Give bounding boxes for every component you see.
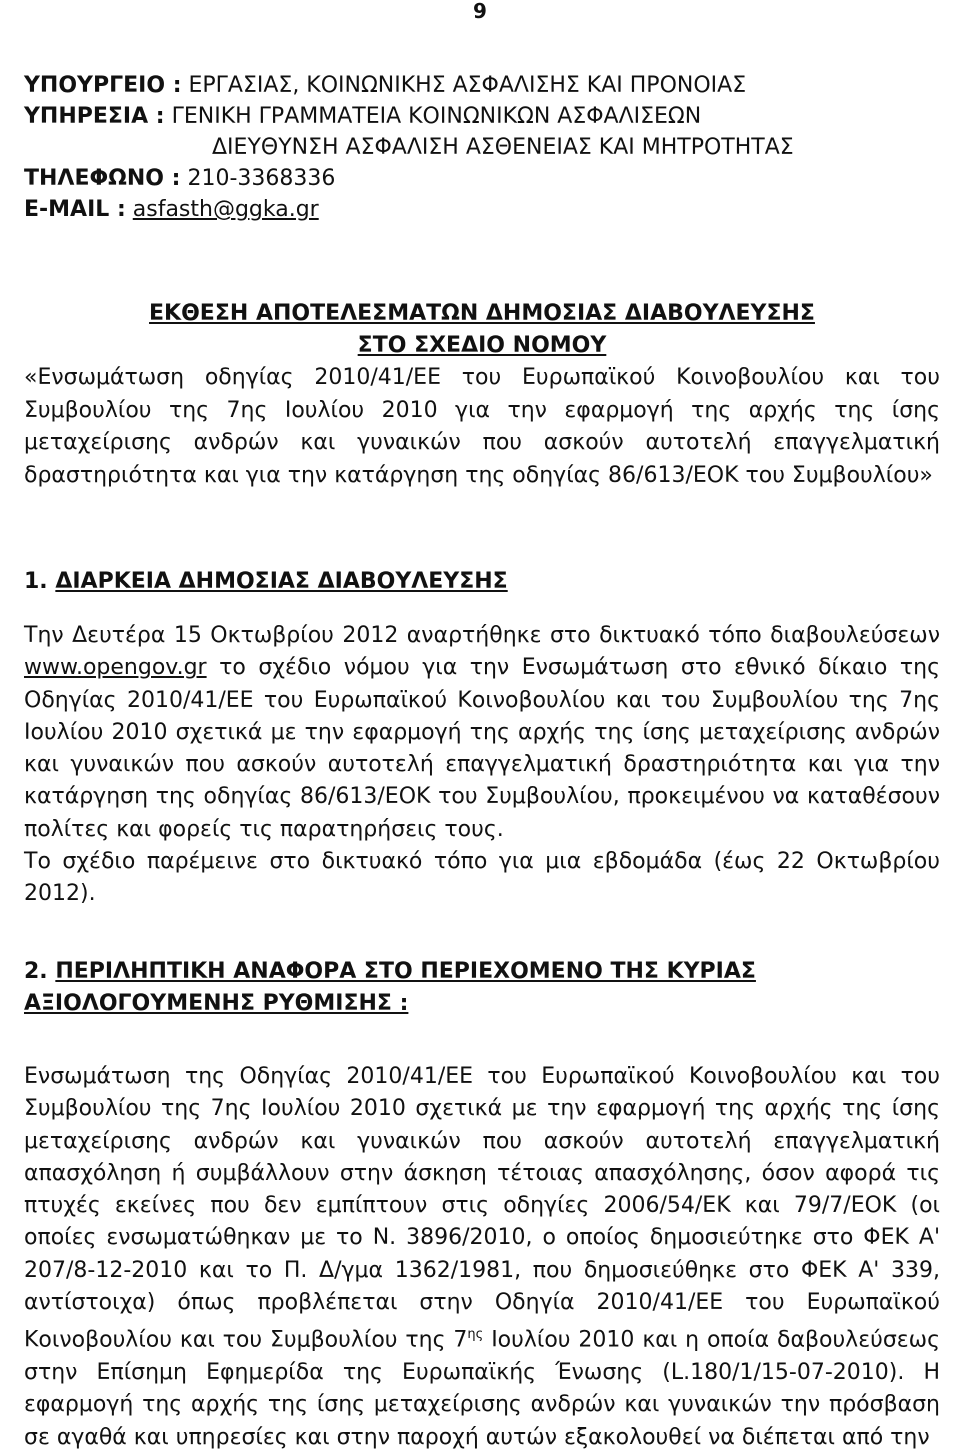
section-1-heading	[24, 566, 940, 598]
ordinal-superscript: ης	[467, 1327, 484, 1343]
ministry-row	[24, 70, 944, 101]
report-title-block	[24, 298, 940, 514]
opengov-link[interactable]: www.opengov.gr	[24, 655, 207, 681]
phone-label: ΤΗΛΕΦΩΝΟ :	[24, 166, 181, 191]
ministry-value: ΕΡΓΑΣΙΑΣ, ΚΟΙΝΩΝΙΚΗΣ ΑΣΦΑΛΙΣΗΣ ΚΑΙ ΠΡΟΝΟΙΑΣ	[188, 73, 747, 98]
section-2-paragraph	[24, 1061, 940, 1454]
letterhead	[24, 70, 944, 225]
section-1	[24, 566, 940, 911]
section-1-text-end: το σχέδιο νόμου για την Ενσωμάτωση στο εθνικό δίκαιο της Οδηγίας 2010/41/ΕΕ του Ευρωπαϊκού Κοινοβουλίου και του Συμβουλίου της 7ης Ιουλίου 2010 σχετικά με την εφαρμογή της αρχής της ίσης μεταχείρισης ανδρών και γυναικών που ασκούν αυτοτελή επαγγελματική δραστηριότητα και για την κατάργηση της οδηγίας 86/613/ΕΟΚ του Συμβουλίου, προκειμένου να καταθέσουν πολίτες και φορείς τις παρατηρήσεις τους.	[24, 655, 940, 842]
directorate: ΔΙΕΥΘΥΝΣΗ ΑΣΦΑΛΙΣΗ ΑΣΘΕΝΕΙΑΣ ΚΑΙ ΜΗΤΡΟΤΗΤΑΣ	[212, 135, 794, 160]
page-number: 9	[473, 0, 487, 23]
email-label: E-MAIL :	[24, 197, 126, 222]
service-row	[24, 101, 944, 132]
ministry-label: ΥΠΟΥΡΓΕΙΟ :	[24, 73, 182, 98]
section-1-title: ΔΙΑΡΚΕΙΑ ΔΗΜΟΣΙΑΣ ΔΙΑΒΟΥΛΕΥΣΗΣ	[55, 569, 508, 594]
section-1-text-start: Την Δευτέρα 15 Οκτωβρίου 2012 αναρτήθηκε στο δικτυακό τόπο διαβουλεύσεων	[24, 623, 940, 648]
section-2-text-end: Ιουλίου 2010 και η οποία δαβουλεύσεως στην Επίσημη Εφημερίδα της Ευρωπαϊκής Ένωσης (L.180/1/15-07-2010). Η εφαρμογή της αρχής της ίσης μεταχείρισης ανδρών και γυναικών την πρόσβαση σε αγαθά και υπηρεσίες και στην παροχή αυτών εξακολουθεί να διέπεται από την	[24, 1327, 940, 1450]
email-row	[24, 194, 944, 225]
phone-row	[24, 163, 944, 194]
section-1-paragraph	[24, 620, 940, 846]
bill-subject: «Ενσωμάτωση οδηγίας 2010/41/ΕΕ του Ευρωπαϊκού Κοινοβουλίου και του Συμβουλίου της 7ης Ιουλίου 2010 για την εφαρμογή της αρχής της ίσης μεταχείρισης ανδρών και γυναικών που ασκούν αυτοτελή επαγγελματική δραστηριότητα και για την κατάργηση της οδηγίας 86/613/ΕΟΚ του Συμβουλίου»	[24, 365, 940, 488]
section-2-title-line1: ΠΕΡΙΛΗΠΤΙΚΗ ΑΝΑΦΟΡΑ ΣΤΟ ΠΕΡΙΕΧΟΜΕΝΟ ΤΗΣ ΚΥΡΙΑΣ	[55, 959, 756, 984]
report-title: ΕΚΘΕΣΗ ΑΠΟΤΕΛΕΣΜΑΤΩΝ ΔΗΜΟΣΙΑΣ ΔΙΑΒΟΥΛΕΥΣΗΣ	[149, 301, 815, 326]
section-2-text-start: Ενσωμάτωση της Οδηγίας 2010/41/ΕΕ του Ευρωπαϊκού Κοινοβουλίου και του Συμβουλίου της 7ης Ιουλίου 2010 σχετικά με την εφαρμογή της αρχής της ίσης μεταχείρισης ανδρών και γυναικών που ασκούν αυτοτελή επαγγελματική απασχόληση ή συμβάλλουν στην άσκηση τέτοιας απασχόλησης, όσον αφορά τις πτυχές εκείνες που δεν εμπίπτουν στις οδηγίες 2006/54/ΕΚ και 79/7/ΕΟΚ (οι οποίες ενσωματώθηκαν με το Ν. 3896/2010, ο οποίος δημοσιεύτηκε στο ΦΕΚ Α' 207/8-12-2010 και το Π. Δ/γμα 1362/1981, που δημοσιεύθηκε στο ΦΕΚ Α' 339, αντίστοιχα) όπως προβλέπεται στην Οδηγία 2010/41/ΕΕ του Ευρωπαϊκού Κοινοβουλίου και του Συμβουλίου της 7	[24, 1064, 940, 1353]
section-2-title-line2: ΑΞΙΟΛΟΓΟΥΜΕΝΗΣ ΡΥΘΜΙΣΗΣ :	[24, 991, 409, 1016]
service-value: ΓΕΝΙΚΗ ΓΡΑΜΜΑΤΕΙΑ ΚΟΙΝΩΝΙΚΩΝ ΑΣΦΑΛΙΣΕΩΝ	[171, 104, 702, 129]
section-1-number: 1.	[24, 569, 48, 594]
phone-value: 210-3368336	[187, 166, 336, 191]
email-link[interactable]: asfasth@ggka.gr	[132, 197, 319, 222]
section-1-paragraph-2: Το σχέδιο παρέμεινε στο δικτυακό τόπο για μια εβδομάδα (έως 22 Οκτωβρίου 2012).	[24, 849, 940, 907]
section-2-number: 2.	[24, 959, 48, 984]
report-subtitle: ΣΤΟ ΣΧΕΔΙΟ ΝΟΜΟΥ	[357, 333, 607, 358]
service-label: ΥΠΗΡΕΣΙΑ :	[24, 104, 165, 129]
section-2-heading	[24, 956, 940, 1020]
section-2	[24, 956, 940, 1454]
